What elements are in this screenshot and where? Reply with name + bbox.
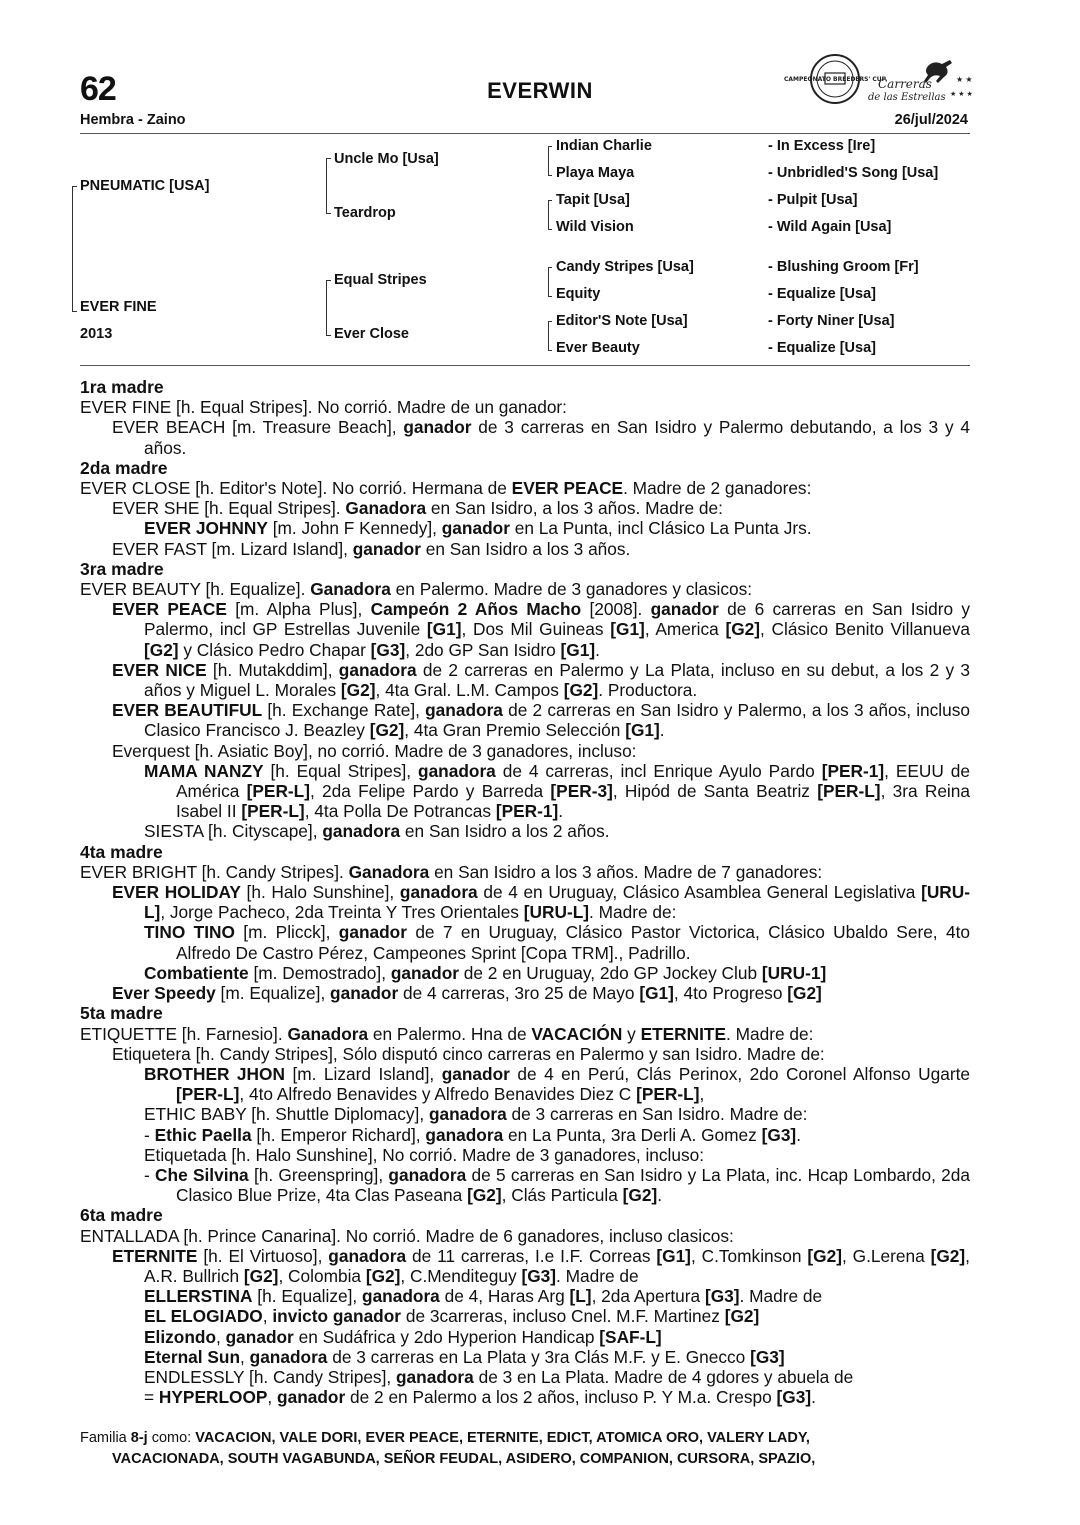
text: , [267,1387,278,1408]
bold-text: [PER-1] [495,801,559,822]
entry [80,579,970,599]
date: 26/jul/2024 [894,112,968,128]
text: en Palermo. Hna de [368,1023,532,1044]
bold-text: [G3] [750,1346,785,1367]
star-icon: ★ ★ [956,75,973,84]
text: . Madre de [556,1265,639,1286]
text: de 6 carreras en San Isidro y Palermo, incl GP Estrellas Juvenile [144,599,971,640]
bold-text: ganador [390,962,459,983]
bracket [72,311,77,312]
bold-text: Combatiente [144,962,249,983]
bold-text: ganadora [395,1366,474,1387]
text: . [595,639,600,660]
bold-text: ganadora [428,1104,507,1125]
section-1 [80,377,970,458]
section-heading: 5ta madre [80,1003,163,1024]
star-icon: ★ ★ ★ [950,91,973,98]
entry [80,1286,970,1306]
bold-text: ganadora [418,760,496,781]
bracket [548,267,549,297]
bold-text: Campeón 2 Años Macho [370,599,582,620]
gen4-item: - Equalize [Usa] [768,340,876,356]
gen4-item: - Wild Again [Usa] [768,219,892,235]
text: de 3carreras, incluso Cnel. M.F. Martinez [401,1306,725,1327]
text: , G.Lerena [841,1245,931,1266]
text: , 4to Progreso [673,983,788,1004]
bold-text: Ganadora [310,579,391,600]
bracket [548,267,552,268]
entry [80,1306,970,1326]
bottom-rule [80,365,970,366]
text: , Dos Mil Guineas [461,619,611,640]
text: en Sudáfrica y 2do Hyperion Handicap [293,1326,600,1347]
bold-text: ganador [225,1326,294,1347]
bold-text: ganadora [388,1164,467,1185]
bold-text: [G3] [370,639,406,660]
section-5 [80,1003,970,1205]
entry [80,599,970,660]
breeders-cup-logo [783,52,978,108]
family-prefix: Familia [80,1430,131,1446]
text: . [811,1387,816,1408]
text: de 3 carreras en San Isidro. Madre de: [506,1104,808,1125]
text: , A.R. Bullrich [144,1245,970,1286]
text: , [699,1084,705,1105]
text: . [796,1124,801,1145]
logo-right-line2: de las Estrellas [868,92,946,103]
text: , C.Menditeguy [400,1265,522,1286]
bold-text: ganadora [362,1286,440,1307]
bold-text: [URU-L] [144,882,971,923]
entry [80,761,970,822]
bracket [548,321,549,351]
entry [80,1145,970,1165]
bold-text: [G1] [625,720,660,741]
bold-text: [URU-L] [523,902,590,923]
bold-text: [L] [569,1286,592,1307]
section-heading: 6ta madre [80,1205,163,1226]
text: de 2 en Uruguay, 2do GP Jockey Club [458,962,762,983]
text: EVER BRIGHT [h. Candy Stripes]. [80,861,349,882]
family-names-2: VACACIONADA, SOUTH VAGABUNDA, SEÑOR FEUDAL, ASIDERO, COMPANION, CURSORA, SPAZIO, [112,1451,816,1467]
entry [80,882,970,922]
bold-text: [G3] [776,1387,812,1408]
bold-text: EVER BEAUTIFUL [112,700,263,721]
text: [m. Lizard Island], [284,1063,442,1084]
text: [m. John F Kennedy], [267,518,442,539]
text: [h. Exchange Rate], [262,700,426,721]
dam: EVER FINE [80,299,157,315]
text: y [622,1023,641,1044]
text: en San Isidro a los 3 años. [420,538,631,559]
bold-text: ganadora [425,1124,504,1145]
text: SIESTA [h. Cityscape], [144,821,323,842]
bold-text: ganador [352,538,421,559]
entry [80,1064,970,1104]
text: en San Isidro, a los 3 años. Madre de: [426,498,723,519]
bracket [548,146,552,147]
text: , EEUU de América [176,760,971,802]
entry [80,518,970,538]
bold-text: [G2] [724,1306,760,1327]
text: , Clás Particula [501,1185,623,1206]
text: , Clásico Benito Villanueva [760,619,970,640]
bold-text: EVER PEACE [511,478,624,499]
entry [80,1367,970,1387]
text: [h. Mutakddim], [206,659,339,680]
bold-text: [PER-L] [246,781,310,802]
bold-text: MAMA NANZY [144,760,264,781]
text: , Colombia [278,1265,366,1286]
entry [80,1165,970,1205]
bold-text: [G3] [761,1124,797,1145]
section-heading: 1ra madre [80,377,164,397]
bold-text: BROTHER JHON [144,1063,285,1084]
family-connector: como: [147,1430,196,1446]
text: [m. Demostrado], [248,962,391,983]
section-4 [80,842,970,1004]
entry [80,821,970,841]
entry [80,1044,970,1064]
entry [80,862,970,882]
bracket [72,186,73,312]
bold-text: [URU-1] [761,962,827,983]
text: [h. Equal Stripes], [263,760,419,781]
bold-text: HYPERLOOP [158,1387,268,1408]
gen4-item: - Equalize [Usa] [768,286,876,302]
text: . [657,1185,663,1206]
text: en San Isidro a los 2 años. [400,821,610,842]
bold-text: [PER-L] [176,1084,240,1105]
gen2-item: Ever Close [334,326,409,342]
sex-color: Hembra - Zaino [80,112,186,128]
lot-number: 62 [80,70,116,108]
gen3-item: Playa Maya [556,165,635,181]
bold-text: [G2] [144,639,179,660]
family-history [80,377,970,1407]
bold-text: ganador [441,518,510,539]
bold-text: ganadora [249,1346,328,1367]
text: en La Punta, 3ra Derli A. Gomez [503,1124,762,1145]
bold-text: ganador [277,1387,346,1408]
gen3-item: Ever Beauty [556,340,640,356]
bold-text: EL ELOGIADO [144,1306,263,1327]
text: , [216,1326,226,1347]
text: [h. Emperor Richard], [251,1124,426,1145]
bold-text: EVER JOHNNY [144,518,268,539]
text: , 2da Apertura [591,1286,705,1307]
bold-text: ETERNITE [640,1023,727,1044]
bold-text: ganadora [399,882,478,903]
bold-text: ganador [338,922,407,943]
text: ETIQUETTE [h. Farnesio]. [80,1023,288,1044]
bold-text: ganador [403,417,472,438]
text: , Hipód de Santa Beatriz [612,781,818,802]
text: , 4ta Polla De Potrancas [304,801,496,822]
bold-text: [G1] [656,1245,691,1266]
text: de 3 carreras en San Isidro y Palermo debutando, a los 3 y 4 años. [144,417,970,458]
bold-text: [PER-3] [550,781,613,802]
gen3-item: Indian Charlie [556,138,652,154]
bold-text: [G1] [639,983,674,1004]
text: de 2 carreras en San Isidro y Palermo, a los 3 años, incluso Clasico Francisco J. Beazley [144,700,971,741]
logos [783,52,978,108]
bold-text: [G2] [369,720,405,741]
entry [80,700,970,740]
bold-text: [G3] [704,1286,740,1307]
text: de 2 carreras en Palermo y La Plata, incluso en su debut, a los 2 y 3 años y Miguel L. Morales [144,659,970,701]
text: de 3 en La Plata. Madre de 4 gdores y abuela de [473,1366,854,1387]
bold-text: Ganadora [345,498,427,519]
bold-text: VACACIÓN [531,1023,623,1044]
text: de 4 en Perú, Clás Perinox, 2do Coronel Alfonso Ugarte [509,1063,970,1084]
text: Etiquetada [h. Halo Sunshine], No corrió. Madre de 3 ganadores, incluso: [144,1144,705,1165]
text: EVER BEACH [m. Treasure Beach], [112,417,404,438]
text: en La Punta, incl Clásico La Punta Jrs. [509,518,812,539]
text: ENTALLADA [h. Prince Canarina]. No corrió. Madre de 6 ganadores, incluso clasicos: [80,1225,734,1246]
gen3-item: Equity [556,286,601,302]
entry [80,1246,970,1286]
text: de 4, Haras Arg [439,1286,570,1307]
section-3 [80,559,970,842]
entry [80,397,970,417]
text: [h. Greenspring], [248,1164,389,1185]
text: [2008]. [581,599,651,620]
text: . [558,801,564,822]
bold-text: Ganadora [348,861,430,882]
bold-text: EVER PEACE [112,599,227,620]
text: de 4 carreras, incl Enrique Ayulo Pardo [495,760,822,781]
bracket [326,158,327,214]
gen3-item: Tapit [Usa] [556,192,630,208]
text: = [144,1387,159,1408]
family-line-1 [80,1428,970,1449]
entry [80,963,970,983]
text: [m. Plicck], [234,922,339,943]
entry [80,660,970,700]
text: de 4 carreras, 3ro 25 de Mayo [398,983,640,1004]
bracket [548,146,549,176]
bracket [548,175,552,176]
entry [80,498,970,518]
bold-text: EVER NICE [112,659,207,680]
bold-text: Che Silvina [155,1164,249,1185]
entry [80,417,970,457]
bracket [326,158,331,159]
bold-text: [G2] [563,680,599,701]
bold-text: Ganadora [287,1023,369,1044]
bold-text: [PER-L] [636,1084,700,1105]
entry [80,1125,970,1145]
entry [80,1104,970,1124]
bold-text: [G1] [426,619,462,640]
bold-text: ETERNITE [112,1245,198,1266]
text: EVER SHE [h. Equal Stripes]. [112,498,346,519]
text: - [144,1164,156,1185]
gen4-item: - Forty Niner [Usa] [768,313,895,329]
gen4-item: - In Excess [Ire] [768,138,876,154]
text: de 2 en Palermo a los 2 años, incluso P. Y M.a. Crespo [345,1387,777,1408]
bracket [548,200,549,230]
text: ENDLESSLY [h. Candy Stripes], [144,1366,396,1387]
bold-text: [G2] [243,1265,279,1286]
bold-text: [G2] [930,1245,966,1266]
text: y Clásico Pedro Chapar [178,639,371,660]
text: , C.Tomkinson [690,1245,808,1266]
bracket [72,186,77,187]
text: . Madre de [739,1286,823,1307]
gen2-item: Teardrop [334,205,396,221]
bold-text: [PER-L] [241,801,305,822]
text: Everquest [h. Asiatic Boy], no corrió. Madre de 3 ganadores, incluso: [112,740,637,761]
bold-text: [G2] [622,1185,658,1206]
bold-text: invicto ganador [272,1306,402,1327]
family-names-1: VACACION, VALE DORI, EVER PEACE, ETERNITE, EDICT, ATOMICA ORO, VALERY LADY, [195,1430,810,1446]
bold-text: [SAF-L] [599,1326,662,1347]
bold-text: ganador [650,599,719,620]
bold-text: [G2] [365,1265,401,1286]
text: , [240,1346,250,1367]
text: . Madre de: [726,1023,814,1044]
entry [80,741,970,761]
text: en Palermo. Madre de 3 ganadores y clasicos: [390,579,753,600]
bold-text: [G2] [807,1245,842,1266]
text: [h. Halo Sunshine], [240,882,400,903]
bold-text: Elizondo [144,1326,216,1347]
text: EVER CLOSE [h. Editor's Note]. No corrió. Hermana de [80,478,512,499]
section-2 [80,458,970,559]
bold-text: ganadora [328,1245,407,1266]
bracket [326,280,331,281]
section-heading: 2da madre [80,457,168,478]
logo-left-text: CAMPEONATO BREEDERS' CUP [783,76,887,83]
text: de 7 en Uruguay, Clásico Pastor Victorica, Clásico Ubaldo Sere, 4to Alfredo De Castro Pérez, Campeones Sprint [Copa TRM]., Padrillo. [176,922,970,963]
bold-text: Ethic Paella [154,1124,252,1145]
bold-text: [G3] [521,1265,556,1286]
bracket [548,229,552,230]
text: en San Isidro a los 3 años. Madre de 7 ganadores: [429,861,823,882]
gen4-item: - Unbridled'S Song [Usa] [768,165,939,181]
text: - [144,1124,155,1145]
bold-text: ganador [330,983,399,1004]
entry [80,1387,970,1407]
bold-text: [G2] [340,680,376,701]
logo-right-line1: Carreras [878,77,932,91]
text: , 4ta Gran Premio Selección [404,720,626,741]
gen2-item: Equal Stripes [334,272,427,288]
bold-text: ganadora [338,659,417,680]
bold-text: [G2] [725,619,760,640]
gen3-item: Wild Vision [556,219,634,235]
text: [h. Equalize], [252,1286,363,1307]
text: . [659,720,665,741]
text: EVER FAST [m. Lizard Island], [112,538,353,559]
text: , 3ra Reina Isabel II [176,781,970,822]
dam-year: 2013 [80,326,113,342]
text: de 11 carreras, I.e I.F. Correas [406,1245,657,1266]
text: de 4 en Uruguay, Clásico Asamblea General Legislativa [477,882,922,903]
bracket [326,213,331,214]
bracket [326,280,327,336]
bracket [548,321,552,322]
bold-text: [G1] [610,619,645,640]
gen4-item: - Blushing Groom [Fr] [768,259,919,275]
bold-text: TINO TINO [144,922,235,943]
gen4-item: - Pulpit [Usa] [768,192,858,208]
text: , 4ta Gral. L.M. Campos [375,680,564,701]
sire: PNEUMATIC [USA] [80,178,210,194]
entry [80,478,970,498]
bold-text: ELLERSTINA [144,1286,253,1307]
section-heading: 4ta madre [80,841,163,862]
bracket [548,296,552,297]
bold-text: Ever Speedy [112,983,216,1004]
bold-text: ganadora [425,700,503,721]
bold-text: ganador [441,1063,510,1084]
bold-text: [PER-L] [817,781,881,802]
bold-text: EVER HOLIDAY [112,882,241,903]
text: . Productora. [598,680,698,701]
bold-text: [PER-1] [821,760,885,781]
horse-name: EVERWIN [487,78,593,103]
entry [80,1024,970,1044]
bold-text: [G2] [787,983,822,1004]
bold-text: [G1] [560,639,596,660]
gen3-item: Candy Stripes [Usa] [556,259,694,275]
bold-text: [G2] [467,1185,502,1206]
section-heading: 3ra madre [80,558,164,579]
text: EVER FINE [h. Equal Stripes]. No corrió. Madre de un ganador: [80,397,567,418]
bold-text: Eternal Sun [144,1346,241,1367]
section-6 [80,1205,970,1407]
entry [80,539,970,559]
text: Etiquetera [h. Candy Stripes], Sólo disputó cinco carreras en Palermo y san Isidro. Madre de: [112,1043,825,1064]
text: [h. El Virtuoso], [197,1245,329,1266]
text: ETHIC BABY [h. Shuttle Diplomacy], [144,1104,429,1125]
text: , [262,1306,273,1327]
bold-text: ganadora [322,821,401,842]
text: EVER BEAUTY [h. Equalize]. [80,579,311,600]
text: , 2do GP San Isidro [405,639,561,660]
text: de 5 carreras en San Isidro y La Plata, inc. Hcap Lombardo, 2da Clasico Blue Prize, 4ta Clas Paseana [176,1164,970,1206]
family-number: 8-j [130,1430,148,1446]
text: de 3 carreras en La Plata y 3ra Clás M.F. y E. Gnecco [327,1346,751,1367]
text: , 2da Felipe Pardo y Barreda [310,781,551,802]
entry [80,1347,970,1367]
entry [80,983,970,1003]
bracket [326,335,331,336]
family-footer [80,1428,970,1470]
bracket [548,200,552,201]
entry [80,1226,970,1246]
entry [80,1327,970,1347]
text: . Madre de 2 ganadores: [623,478,812,499]
text: , Jorge Pacheco, 2da Treinta Y Tres Orientales [160,902,524,923]
text: [m. Equalize], [215,983,331,1004]
text: . Madre de: [589,902,677,923]
text: , 4to Alfredo Benavides y Alfredo Benavides Diez C [239,1084,637,1105]
text: , America [644,619,726,640]
bracket [548,350,552,351]
text: [m. Alpha Plus], [226,599,371,620]
gen2-item: Uncle Mo [Usa] [334,151,439,167]
entry [80,922,970,962]
gen3-item: Editor'S Note [Usa] [556,313,688,329]
top-rule [80,133,970,134]
